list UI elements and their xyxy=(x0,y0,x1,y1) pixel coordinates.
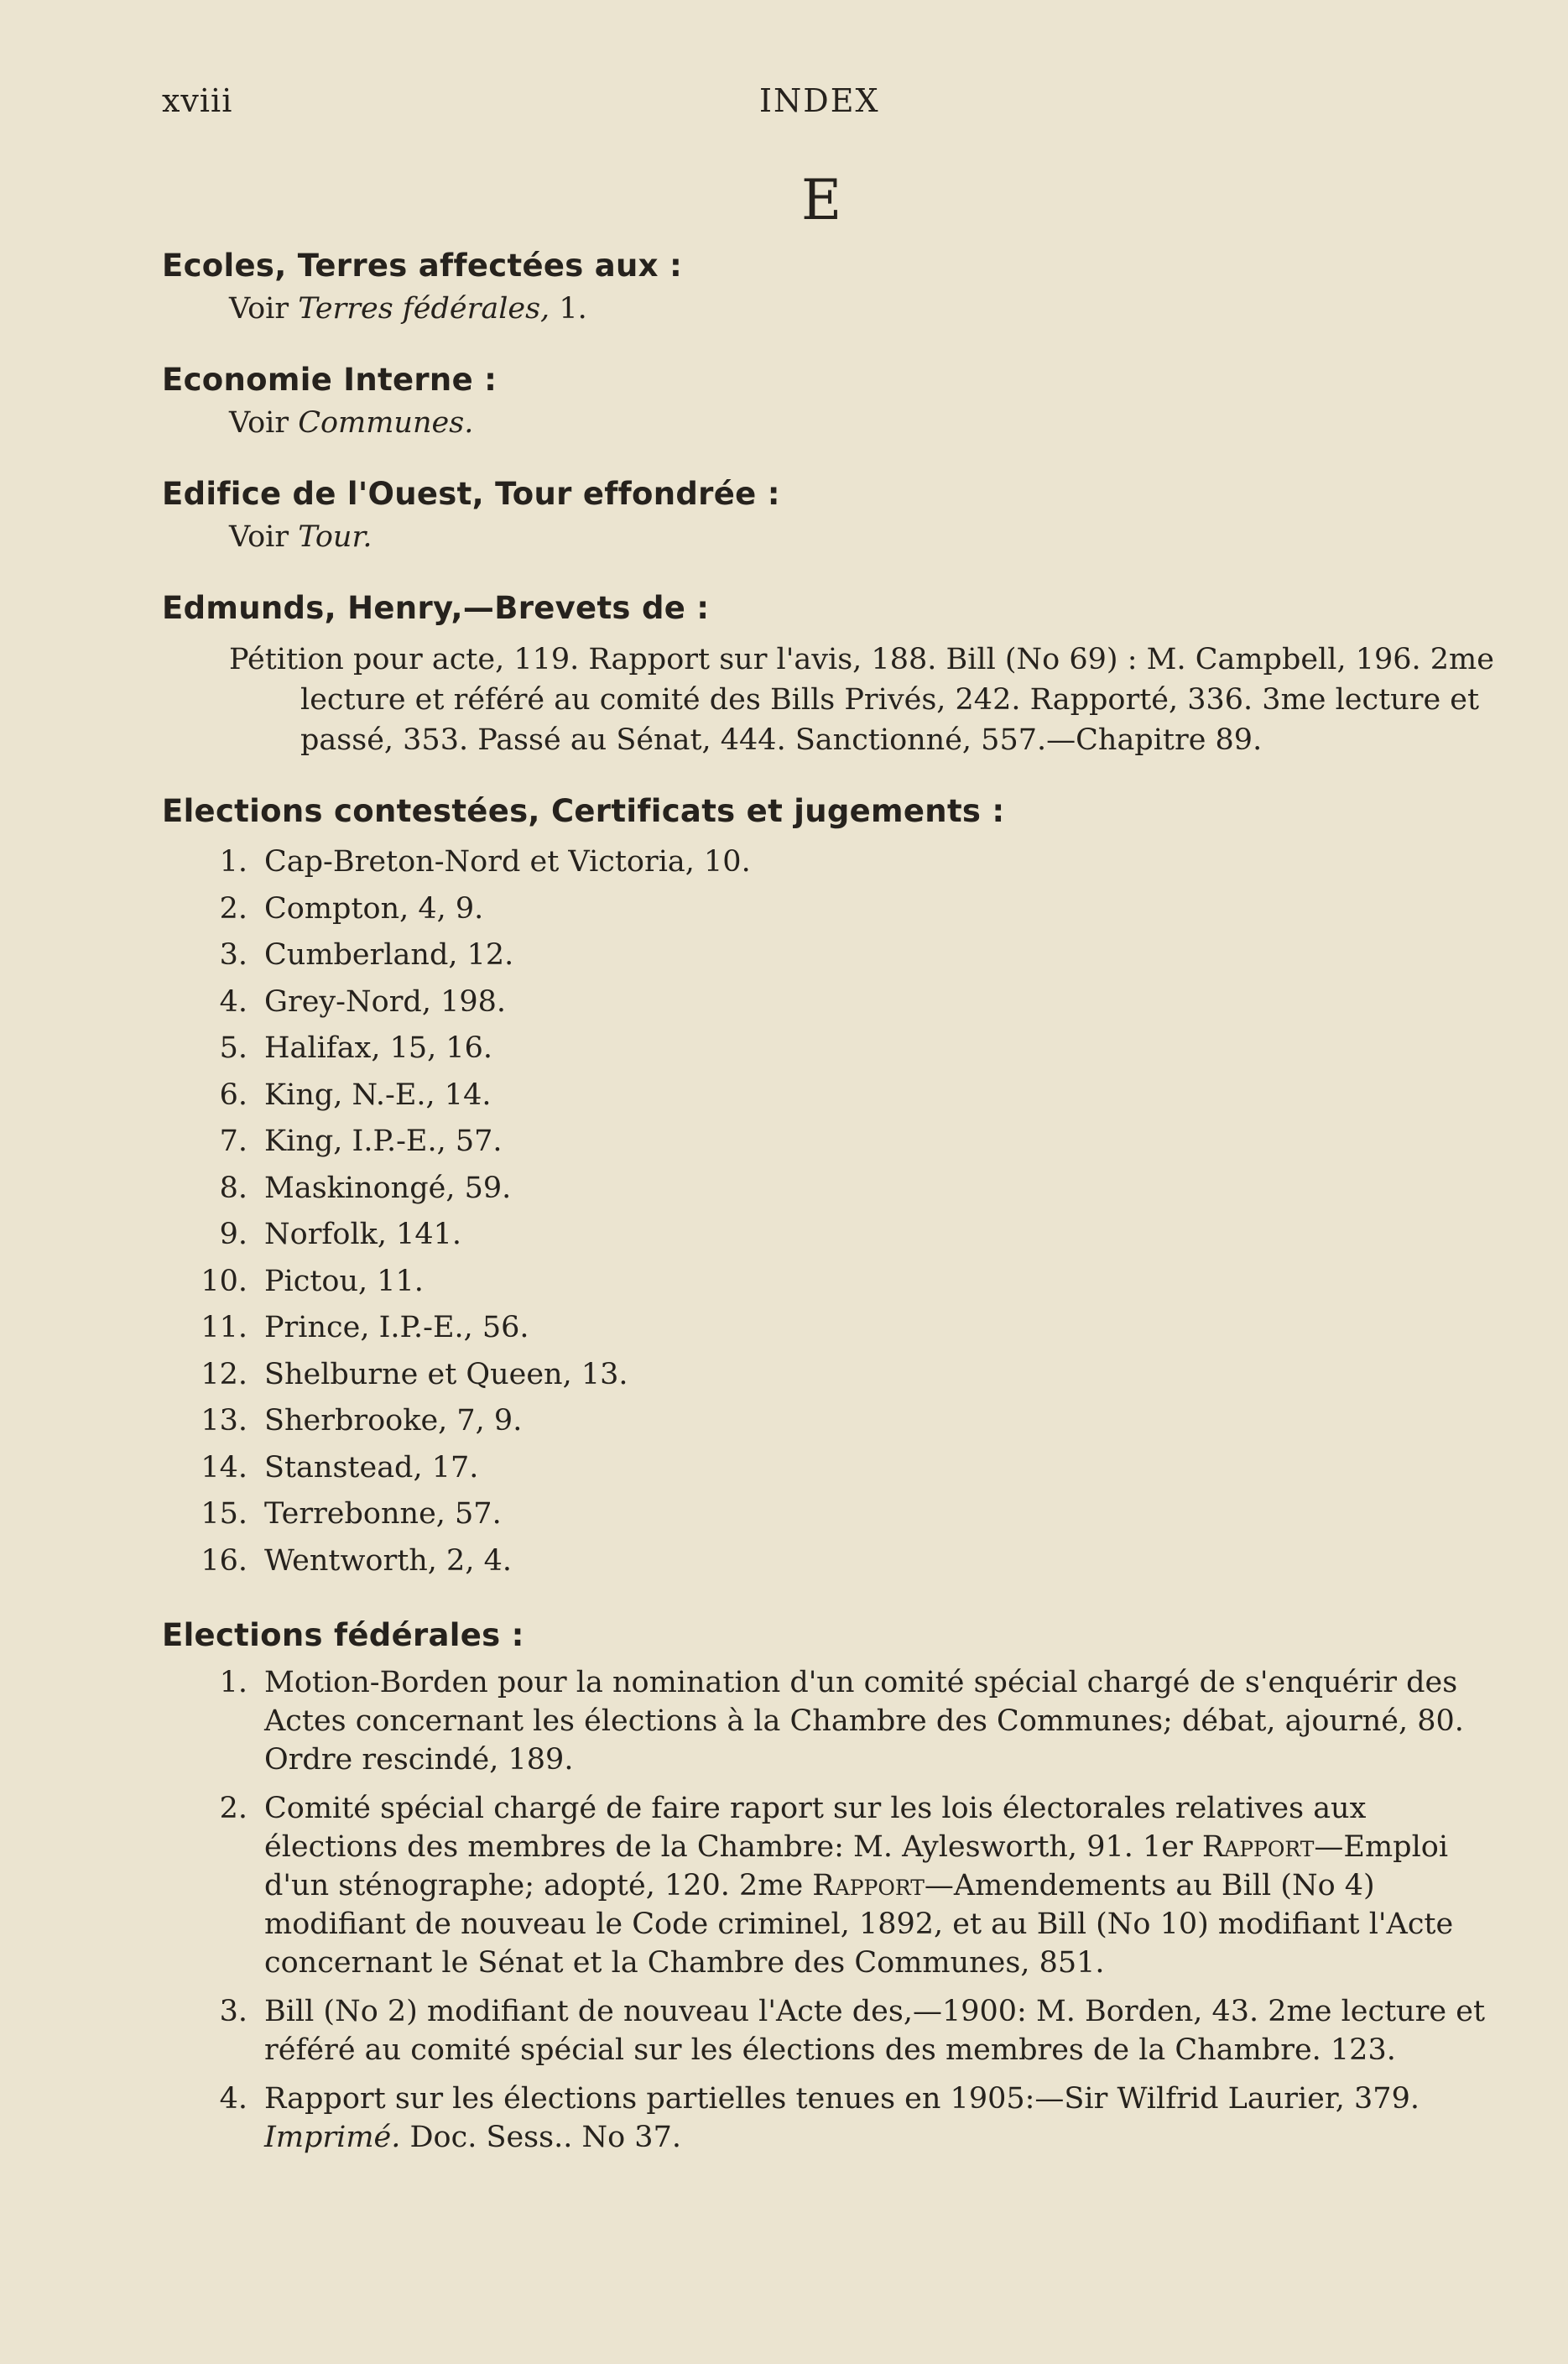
item-text: Terrebonne, 57. xyxy=(264,1497,502,1531)
item-number: 3. xyxy=(219,1995,247,2028)
item-number: 7. xyxy=(219,1125,247,1158)
item-text xyxy=(264,2080,1504,2157)
page-number: xviii xyxy=(162,82,233,119)
list-item xyxy=(162,1992,1504,2069)
see-reference xyxy=(162,403,1504,443)
list-item xyxy=(162,1212,1504,1259)
numbered-list xyxy=(162,839,1504,1584)
entry-heading: Edmunds, Henry,—Brevets de : xyxy=(162,590,710,626)
item-text: Compton, 4, 9. xyxy=(264,891,484,926)
see-reference xyxy=(162,289,1504,329)
list-item xyxy=(162,1305,1504,1352)
list-item xyxy=(162,1166,1504,1213)
list-item xyxy=(162,1445,1504,1492)
see-label: Voir xyxy=(229,520,289,554)
item-number: 3. xyxy=(219,938,247,972)
report-label: Rapport xyxy=(812,1869,925,1902)
item-text: Grey-Nord, 198. xyxy=(264,984,507,1019)
running-header xyxy=(0,82,1568,133)
list-item xyxy=(162,1259,1504,1306)
item-number: 1. xyxy=(219,845,247,879)
see-target: Terres fédérales, xyxy=(298,292,550,326)
index-entry xyxy=(162,472,1504,557)
item-text: Stanstead, 17. xyxy=(264,1450,479,1485)
list-item xyxy=(162,1789,1504,1982)
item-number: 12. xyxy=(201,1357,247,1391)
item-text: Cap-Breton-Nord et Victoria, 10. xyxy=(264,845,751,879)
entry-heading: Elections contestées, Certificats et jugements : xyxy=(162,793,1005,829)
list-item xyxy=(162,932,1504,979)
entry-heading: Economie Interne : xyxy=(162,362,497,398)
printed-note: Imprimé. xyxy=(264,2121,401,2154)
numbered-list xyxy=(162,1663,1504,2157)
item-number: 9. xyxy=(219,1218,247,1251)
index-entry xyxy=(162,1613,1504,2157)
text-run: —Amendements au Bill (No 4) modifiant de nouveau le Code criminel, 1892, et au Bill (No 10) modifiant l'Acte concernant le Sénat et la Chambre des Communes, 851. xyxy=(264,1869,1454,1980)
item-number: 8. xyxy=(219,1171,247,1205)
item-number: 14. xyxy=(201,1450,247,1485)
list-item xyxy=(162,886,1504,933)
see-label: Voir xyxy=(229,406,289,440)
item-text: Pictou, 11. xyxy=(264,1264,424,1298)
entry-heading: Edifice de l'Ouest, Tour effondrée : xyxy=(162,476,780,512)
item-number: 5. xyxy=(219,1031,247,1065)
item-text: Shelburne et Queen, 13. xyxy=(264,1357,628,1391)
report-label: Rapport xyxy=(1201,1830,1315,1864)
item-text: Halifax, 15, 16. xyxy=(264,1031,493,1065)
text-run: Rapport sur les élections partielles tenues en 1905:—Sir Wilfrid Laurier, 379. xyxy=(264,2082,1420,2116)
see-reference xyxy=(162,517,1504,557)
item-number: 4. xyxy=(219,2082,247,2116)
item-number: 6. xyxy=(219,1078,247,1112)
item-number: 10. xyxy=(201,1264,247,1298)
item-text: Norfolk, 141. xyxy=(264,1218,462,1251)
item-text: King, N.-E., 14. xyxy=(264,1078,492,1112)
item-number: 15. xyxy=(201,1497,247,1531)
item-text: Motion-Borden pour la nomination d'un comité spécial chargé de s'enquérir des Actes concernant les élections à la Chambre des Communes; débat, ajourné, 80. Ordre rescindé, 189. xyxy=(264,1666,1464,1777)
list-item xyxy=(162,1352,1504,1399)
entry-heading: Ecoles, Terres affectées aux : xyxy=(162,248,683,284)
index-entry xyxy=(162,243,1504,329)
text-run: Comité spécial chargé de faire raport sur les lois électorales relatives aux élections des membres de la Chambre: M. Aylesworth, 91. 1er xyxy=(264,1792,1367,1864)
item-number: 11. xyxy=(201,1311,247,1344)
item-text xyxy=(264,1789,1504,1982)
item-text: Cumberland, 12. xyxy=(264,938,514,972)
list-item xyxy=(162,1663,1504,1779)
item-number: 2. xyxy=(219,891,247,926)
index-entry xyxy=(162,789,1504,1584)
item-text: King, I.P.-E., 57. xyxy=(264,1125,503,1158)
see-target: Communes. xyxy=(298,406,474,440)
item-number: 4. xyxy=(219,984,247,1019)
running-title: INDEX xyxy=(759,82,880,119)
list-item xyxy=(162,1119,1504,1166)
item-number: 1. xyxy=(219,1666,247,1699)
list-item xyxy=(162,1025,1504,1072)
item-text: Bill (No 2) modifiant de nouveau l'Acte des,—1900: M. Borden, 43. 2me lecture et référé au comité spécial sur les élections des membres de la Chambre. 123. xyxy=(264,1995,1486,2067)
see-label: Voir xyxy=(229,292,289,326)
index-entry xyxy=(162,357,1504,443)
index-entry xyxy=(162,586,1504,760)
see-page: 1. xyxy=(559,292,587,326)
item-number: 13. xyxy=(201,1404,247,1438)
list-item xyxy=(162,2080,1504,2157)
list-item xyxy=(162,839,1504,886)
list-item xyxy=(162,1538,1504,1585)
item-number: 16. xyxy=(201,1543,247,1578)
item-text: Sherbrooke, 7, 9. xyxy=(264,1404,523,1438)
entry-text: Pétition pour acte, 119. Rapport sur l'avis, 188. Bill (No 69) : M. Campbell, 196. 2me lecture et référé au comité des Bills Privés, 242. Rapporté, 336. 3me lecture et passé, 353. Passé au Sénat, 444. Sanctionné, 557.—Chapitre 89. xyxy=(229,643,1494,757)
list-item xyxy=(162,1491,1504,1538)
text-run: Doc. Sess.. No 37. xyxy=(400,2121,681,2154)
list-item xyxy=(162,1398,1504,1445)
entry-heading: Elections fédérales : xyxy=(162,1617,524,1653)
item-text: Prince, I.P.-E., 56. xyxy=(264,1311,529,1344)
item-number: 2. xyxy=(219,1792,247,1825)
list-item xyxy=(162,979,1504,1026)
item-text: Wentworth, 2, 4. xyxy=(264,1543,512,1578)
item-text: Maskinongé, 59. xyxy=(264,1171,512,1205)
text-run: —Emploi d'un sténographe; adopté, 120. 2me xyxy=(264,1830,1449,1902)
index-entries xyxy=(162,243,1504,2185)
section-letter: E xyxy=(801,168,842,232)
list-item xyxy=(162,1072,1504,1119)
see-target: Tour. xyxy=(298,520,372,554)
